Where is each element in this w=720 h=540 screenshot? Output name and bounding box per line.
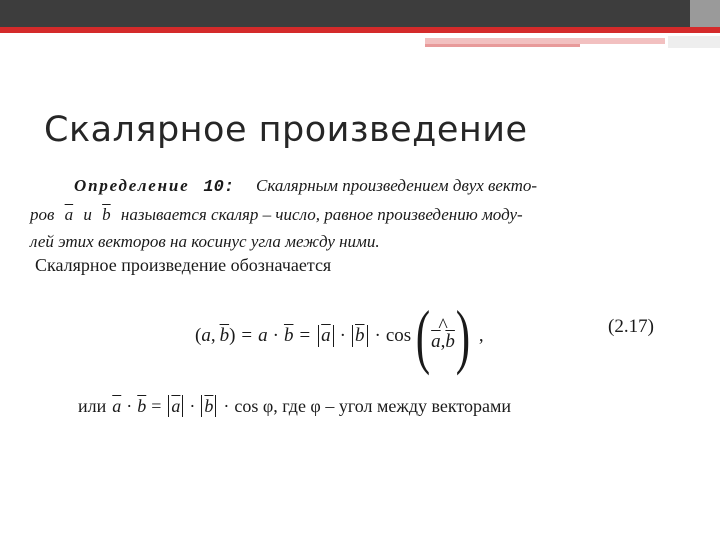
formula-big-paren-close: ) — [455, 296, 471, 376]
formula-dot-1: · — [272, 325, 279, 346]
decor-stripe-grey — [668, 36, 720, 48]
slide-title: Скалярное произведение — [44, 110, 528, 150]
formula-b-2: $\overline{b}$ — [283, 325, 294, 346]
formula-2-17 — [195, 296, 484, 376]
definition-line-3: лей этих векторов на косинус угла между ними. — [30, 232, 380, 251]
formula-paren-close: ) — [229, 325, 236, 346]
vector-a: $\overline{a}$ — [64, 205, 74, 224]
definition-text-2a: ров — [30, 205, 55, 224]
alternative-formula — [78, 395, 511, 417]
angle-a: $\overline{a}$ — [431, 331, 441, 352]
formula-abs-b: $\overline{b}$ — [352, 325, 368, 347]
definition-conj: и — [83, 205, 92, 224]
formula-angle — [431, 315, 455, 353]
formula-a: a — [201, 325, 211, 346]
alt-dot-1: · — [126, 395, 133, 416]
definition-text-1: Скалярным произведением двух векто- — [256, 176, 538, 195]
alt-b: $\overline{b}$ — [137, 395, 147, 416]
formula-eq-2: = — [299, 325, 311, 346]
vector-b: $\overline{b}$ — [102, 205, 111, 224]
formula-abs-a: $\overline{a}$ — [318, 325, 334, 347]
formula-paren-open: ( — [195, 325, 202, 346]
formula-eq-1: = — [241, 325, 253, 346]
alt-abs-a: $\overline{a}$ — [168, 395, 183, 417]
alt-suffix: , где φ – угол между векторами — [273, 395, 512, 416]
definition-block — [30, 172, 650, 255]
decor-stripe-dark — [425, 44, 580, 47]
formula-dot-2: · — [339, 325, 346, 346]
formula-trailing-comma: , — [478, 325, 484, 346]
formula-big-paren-open: ( — [415, 296, 431, 376]
alt-prefix: или — [78, 395, 107, 416]
alt-dot-2: · — [189, 395, 196, 416]
definition-term: Определение — [74, 176, 190, 195]
angle-b: $\overline{b}$ — [445, 331, 455, 352]
formula-b: $\overline{b}$ — [219, 325, 230, 346]
top-bar — [0, 0, 720, 30]
formula-cos: cos — [385, 325, 412, 346]
formula-comma: , — [210, 325, 216, 346]
equation-number: (2.17) — [608, 316, 654, 337]
angle-comma: , — [440, 331, 446, 352]
definition-number: 10: — [203, 178, 235, 197]
formula-a-2: a — [258, 325, 268, 346]
definition-text-2b: называется скаляр – число, равное произведению моду- — [120, 205, 523, 224]
alt-dot-3: · — [223, 395, 230, 416]
definition-line-2 — [30, 201, 650, 228]
alt-cos-phi: cos φ — [234, 395, 274, 416]
alt-abs-b: $\overline{b}$ — [201, 395, 216, 417]
accent-stripe — [0, 27, 720, 33]
alt-eq: = — [151, 395, 162, 416]
angle-hat-icon: ^ — [438, 315, 448, 337]
notation-text: Скалярное произведение обозначается — [35, 255, 332, 275]
formula-dot-3: · — [374, 325, 381, 346]
alt-a: $\overline{a}$ — [112, 395, 122, 416]
top-bar-fade — [690, 0, 720, 30]
definition-line-1 — [30, 172, 650, 201]
